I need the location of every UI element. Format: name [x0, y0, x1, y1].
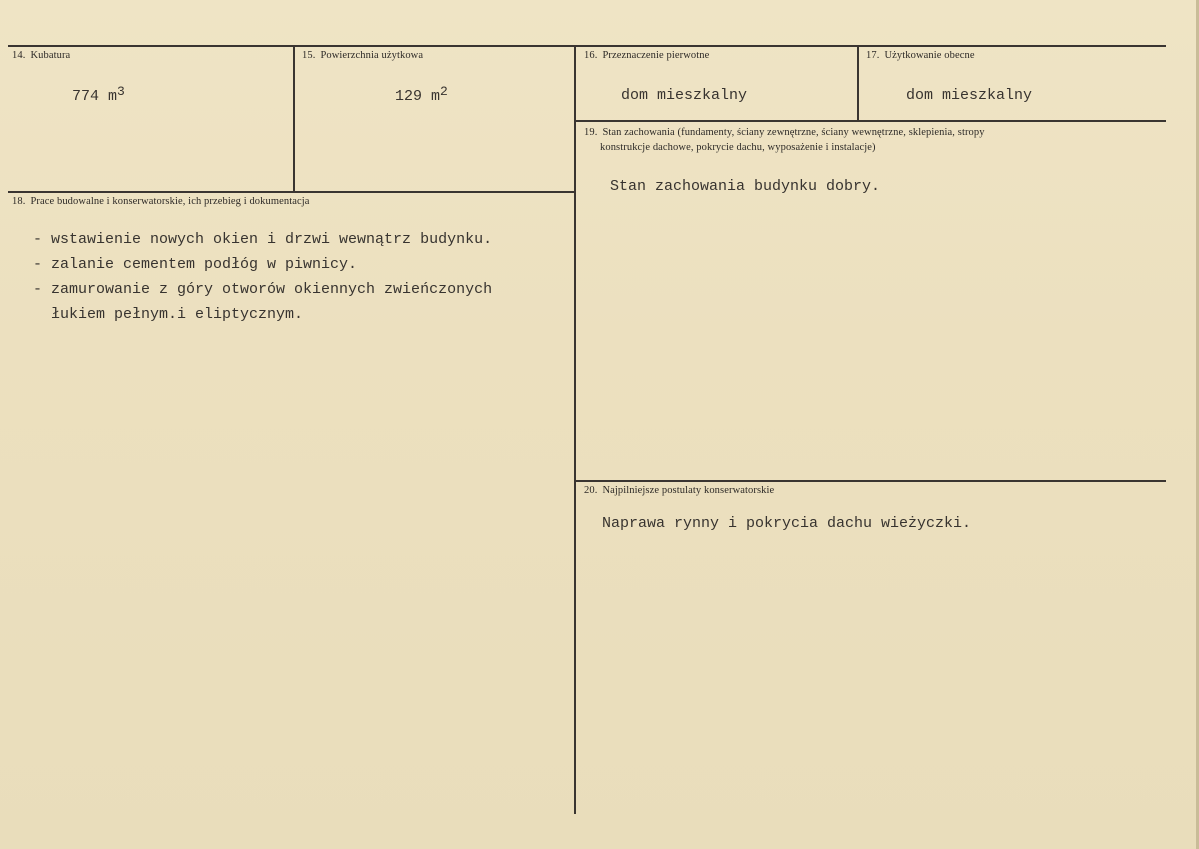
field-14-number: 14.	[12, 50, 26, 61]
powierzchnia-value: 129	[395, 88, 423, 105]
field-16-title: Przeznaczenie pierwotne	[602, 50, 710, 61]
kubatura-exponent: 3	[117, 84, 125, 99]
field-17-number: 17.	[866, 50, 880, 61]
field-20-value: Naprawa rynny i pokrycia dachu wieżyczki.	[602, 515, 972, 532]
field-16-number: 16.	[584, 50, 598, 61]
field-18-number: 18.	[12, 196, 26, 207]
divider-14-15	[293, 46, 295, 191]
field-14-label	[12, 50, 70, 61]
field-19-label	[584, 125, 985, 155]
rule-above-18	[8, 191, 575, 193]
field-19-title: Stan zachowania (fundamenty, ściany zewnętrzne, ściany wewnętrzne, sklepienia, stropy	[602, 127, 985, 138]
powierzchnia-unit: m	[431, 88, 441, 105]
field-17-value: dom mieszkalny	[906, 87, 1033, 104]
kubatura-value: 774	[72, 88, 100, 105]
field-20-number: 20.	[584, 485, 598, 496]
field-14-value	[72, 84, 125, 105]
divider-16-17	[857, 46, 859, 120]
field-16-value: dom mieszkalny	[621, 87, 748, 104]
kubatura-unit: m	[108, 88, 118, 105]
rule-above-20	[575, 480, 1166, 482]
field-15-title: Powierzchnia użytkowa	[320, 50, 424, 61]
field-20-label	[584, 485, 774, 496]
center-divider	[574, 46, 576, 814]
field-18-line-2: - zalanie cementem podłóg w piwnicy.	[33, 256, 358, 273]
field-17-label	[866, 50, 975, 61]
top-rule	[8, 45, 1166, 47]
field-18-line-1: - wstawienie nowych okien i drzwi wewnątrz budynku.	[33, 231, 493, 248]
field-15-label	[302, 50, 423, 61]
field-18-title: Prace budowalne i konserwatorskie, ich przebieg i dokumentacja	[30, 196, 310, 207]
field-15-number: 15.	[302, 50, 316, 61]
field-18-line-4: łukiem pełnym.i eliptycznym.	[33, 306, 304, 323]
field-15-value	[395, 84, 448, 105]
field-19-number: 19.	[584, 127, 598, 138]
field-18-line-3: - zamurowanie z góry otworów okiennych zwieńczonych	[33, 281, 493, 298]
field-17-title: Użytkowanie obecne	[884, 50, 975, 61]
field-19-label-line1	[584, 125, 985, 140]
field-19-label-line2: konstrukcje dachowe, pokrycie dachu, wyposażenie i instalacje)	[600, 142, 876, 153]
field-18-label	[12, 196, 310, 207]
field-14-title: Kubatura	[30, 50, 71, 61]
field-16-label	[584, 50, 709, 61]
rule-below-16-17	[575, 120, 1166, 122]
powierzchnia-exponent: 2	[440, 84, 448, 99]
field-20-title: Najpilniejsze postulaty konserwatorskie	[602, 485, 775, 496]
field-19-value: Stan zachowania budynku dobry.	[610, 178, 881, 195]
